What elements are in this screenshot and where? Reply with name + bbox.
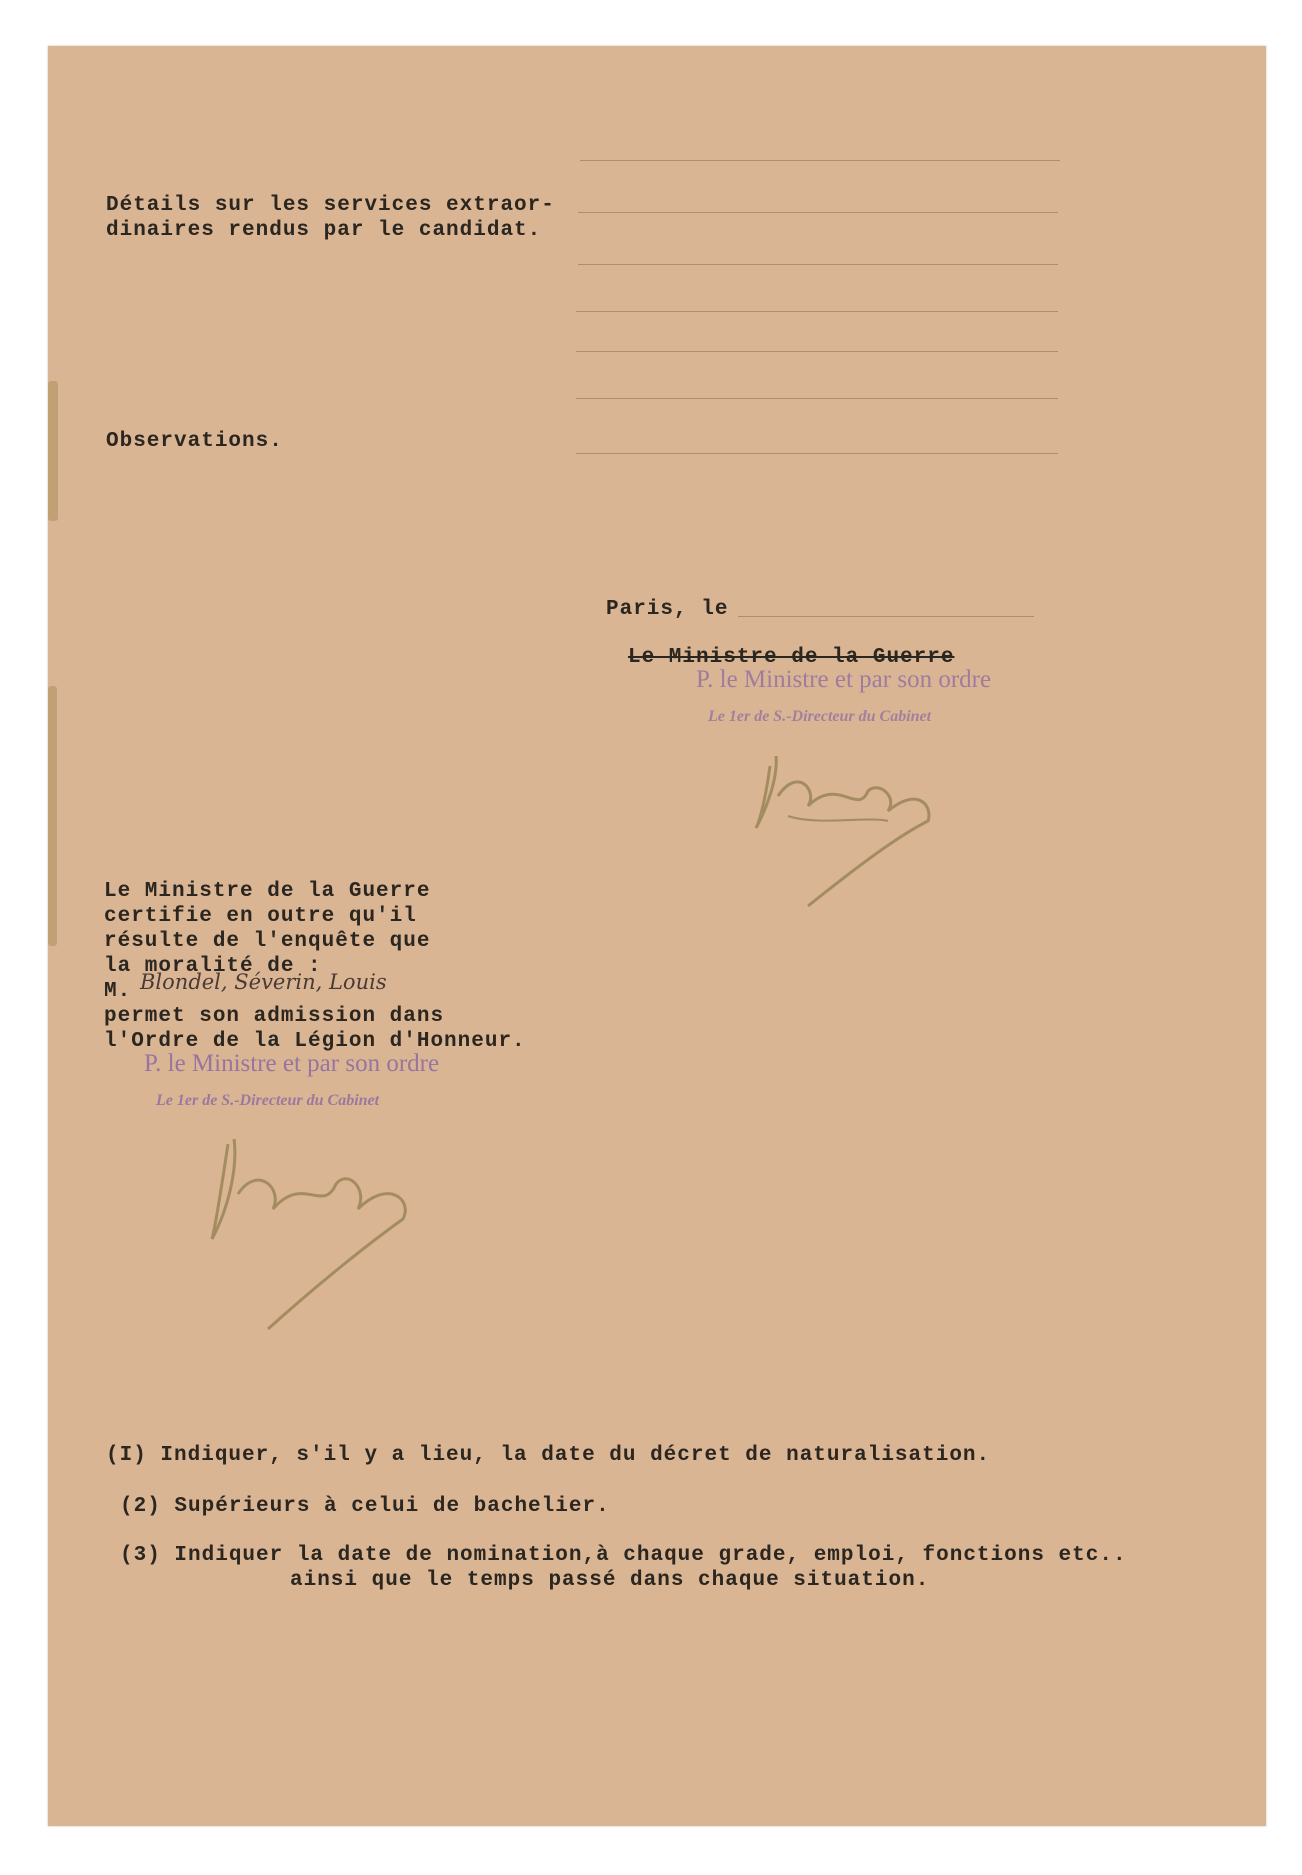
signature-top: [748, 736, 1048, 936]
footnote-3-cont: ainsi que le temps passé dans chaque situation.: [290, 1569, 930, 1592]
signature-bottom: [198, 1114, 528, 1354]
edge-stain: [48, 381, 58, 521]
stamp-bottom-line2: Le 1er de S.-Directeur du Cabinet: [156, 1092, 380, 1109]
cert-line-2: certifie en outre qu'il: [104, 905, 417, 928]
cert-line-6: permet son admission dans: [104, 1005, 445, 1028]
ruled-line: [576, 398, 1058, 399]
footnote-3: (3) Indiquer la date de nomination,à chaque grade, emploi, fonctions etc..: [120, 1544, 1127, 1567]
cert-line-5: M.: [104, 980, 132, 1003]
cert-line-7: l'Ordre de la Légion d'Honneur.: [104, 1030, 526, 1053]
document-sheet: [48, 46, 1266, 1826]
cert-line-1: Le Ministre de la Guerre: [104, 880, 431, 903]
date-line: [738, 616, 1034, 617]
ruled-line: [576, 351, 1058, 352]
stamp-top-line2: Le 1er de S.-Directeur du Cabinet: [708, 708, 932, 725]
footnote-2: (2) Supérieurs à celui de bachelier.: [120, 1495, 610, 1518]
ruled-line: [580, 160, 1060, 161]
ruled-line: [578, 212, 1058, 213]
details-label-line-2: dinaires rendus par le candidat.: [106, 219, 542, 242]
struck-minister-title: Le Ministre de la Guerre: [628, 646, 955, 669]
ruled-line: [576, 311, 1058, 312]
candidate-name-handwritten: Blondel, Séverin, Louis: [140, 970, 387, 994]
cert-line-3: résulte de l'enquête que: [104, 930, 431, 953]
ruled-line: [576, 453, 1058, 454]
place-date-label: Paris, le: [606, 598, 729, 621]
footnote-1: (I) Indiquer, s'il y a lieu, la date du décret de naturalisation.: [106, 1444, 991, 1467]
observations-label: Observations.: [106, 430, 283, 453]
cert-line-4: la moralité de :: [104, 955, 322, 978]
stamp-bottom-line1: P. le Ministre et par son ordre: [144, 1050, 440, 1077]
stamp-top-line1: P. le Ministre et par son ordre: [696, 666, 992, 693]
details-label-line-1: Détails sur les services extraor-: [106, 194, 555, 217]
ruled-line: [578, 264, 1058, 265]
edge-stain: [48, 686, 57, 946]
